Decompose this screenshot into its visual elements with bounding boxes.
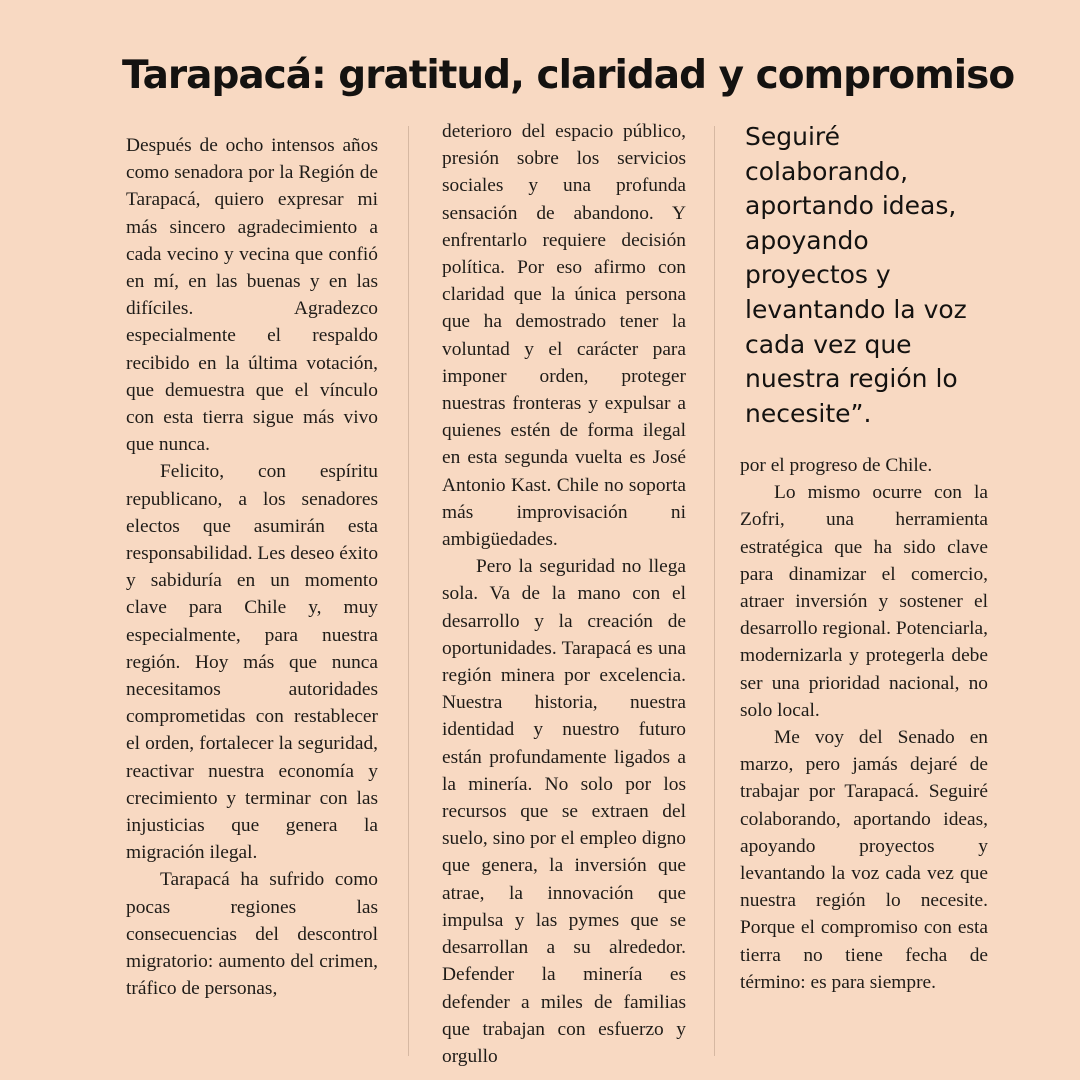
body-paragraph: Después de ocho intensos años como senadora por la Región de Tarapacá, quiero expresar mi más sincero agradecimiento a cada vecino y vecina que confió en mí, en las buenas y en las difíciles. Agradezco especialmente el respaldo recibido en la última votación, que demuestra que el vínculo con esta tierra sigue más vivo que nunca. <box>126 135 378 456</box>
body-paragraph: Lo mismo ocurre con la Zofri, una herramienta estratégica que ha sido clave para dinamizar el comercio, atraer inversión y sostener el desarrollo regional. Potenciarla, modernizarla y protegerla debe ser una prioridad nacional, no solo local. <box>740 482 988 721</box>
column-divider <box>714 126 715 1056</box>
body-paragraph: deterioro del espacio público, presión sobre los servicios sociales y una profunda sensación de abandono. Y enfrentarlo requiere decisión política. Por eso afirmo con claridad que la única persona que ha demostrado tener la voluntad y el carácter para imponer orden, proteger nuestras fronteras y expulsar a quienes estén de forma ilegal en esta segunda vuelta es José Antonio Kast. Chile no soporta más improvisación ni ambigüedades. <box>442 121 686 551</box>
pull-quote: Seguiré colaborando, aportando ideas, apoyando proyectos y levantando la voz cada vez que nuestra región lo necesite”. <box>745 122 967 428</box>
body-paragraph: Pero la seguridad no llega sola. Va de la mano con el desarrollo y la creación de oportunidades. Tarapacá es una región minera por excelencia. Nuestra historia, nuestra identidad y nuestro futuro están profundamente ligados a la minería. No solo por los recursos que se extraen del suelo, sino por el empleo digno que genera, la inversión que atrae, la innovación que impulsa y las pymes que se desarrollan a su alrededor. Defender la minería es defender a miles de familias que trabajan con esfuerzo y orgullo <box>442 556 686 1067</box>
body-paragraph: por el progreso de Chile. <box>740 455 933 476</box>
body-paragraph: Tarapacá ha sufrido como pocas regiones las consecuencias del descontrol migratorio: aumento del crimen, tráfico de personas, <box>126 869 378 1000</box>
article-column-2 <box>442 118 686 1070</box>
column-divider <box>408 126 409 1056</box>
article-column-1 <box>126 132 378 1003</box>
body-paragraph: Me voy del Senado en marzo, pero jamás dejaré de trabajar por Tarapacá. Seguiré colaborando, aportando ideas, apoyando proyectos y levantando la voz cada vez que nuestra región lo necesite. Porque el compromiso con esta tierra no tiene fecha de término: es para siempre. <box>740 727 988 993</box>
body-paragraph: Felicito, con espíritu republicano, a los senadores electos que asumirán esta responsabilidad. Les deseo éxito y sabiduría en un momento clave para Chile y, muy especialmente, para nuestra región. Hoy más que nunca necesitamos autoridades comprometidas con restablecer el orden, fortalecer la seguridad, reactivar nuestra economía y crecimiento y terminar con las injusticias que genera la migración ilegal. <box>126 461 379 864</box>
article-column-3 <box>740 452 988 996</box>
article-headline: Tarapacá: gratitud, claridad y compromiso <box>122 53 1015 98</box>
